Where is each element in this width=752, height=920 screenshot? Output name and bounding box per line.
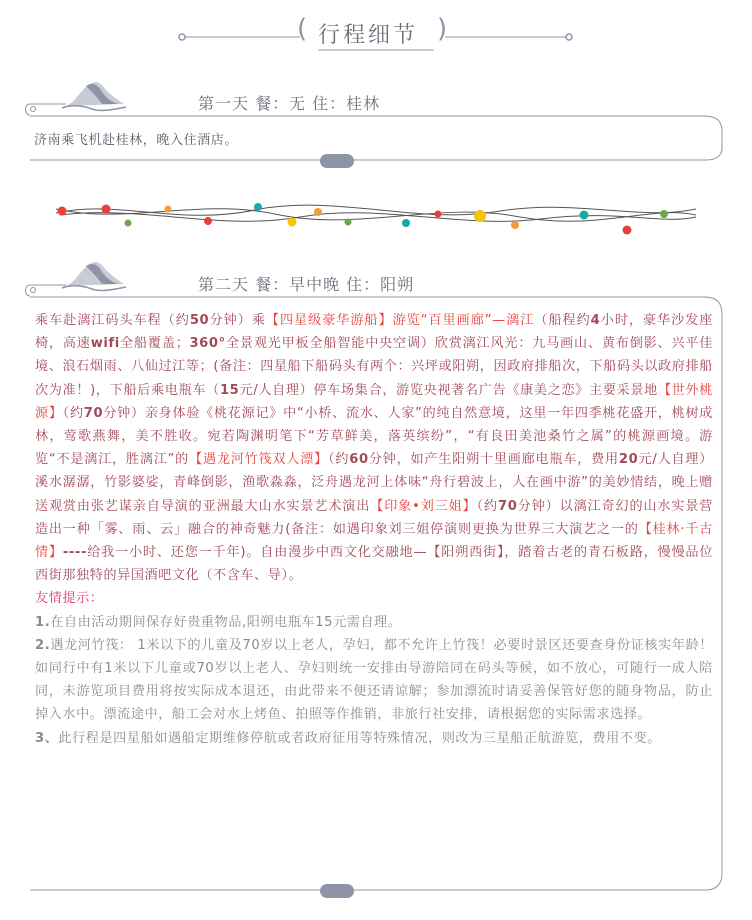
highlight-bamboo-raft: 【遇龙河竹筏双人漂】 [189,452,328,468]
tip-number: 1. [35,614,51,630]
tab-pill-icon [320,154,354,168]
text-segment: 乘车赴漓江码头车程（约 [35,313,190,328]
tip-item [35,727,713,750]
wavy-beads-divider [0,195,752,255]
text-number: 360° [189,336,226,352]
day1-title: 第一天 餐：无 住：桂林 [198,94,381,113]
tip-text: 遇龙河竹筏： 1米以下的儿童及70岁以上老人，孕妇，都不允许上竹筏！必要时景区还要查身份证核实年龄！如同行中有1米以下儿童或70岁以上老人、孕妇则统一安排由导游陪同在码头等候，如不放心，可随行一成人陪同，未游览项目费用将按实际成本退还，由此带来不便还请谅解；参加漂流时请妥善保管好您的随身物品，防止掉入水中。漂流途中，船工会对水上烤鱼、拍照等作推销，非旅行社安排，请根据您的实际需求选择。 [35,637,713,723]
mountain-cloud-icon [62,82,126,110]
mountain-cloud-icon [62,262,126,290]
tip-number: 2. [35,637,51,653]
text-number: 70 [83,405,104,421]
tab-pill-icon [320,884,354,898]
text-number: 4 [590,313,601,328]
text-number: 50 [189,313,210,328]
text-segment: 全景观光甲板全船智能中央空调）欣赏漓江风光：九马画山、黄布倒影、兴平佳境、浪石烟雨、八仙过江等；(备注：四星船下船码头有两个：兴坪或阳朔，因政府排船次，下船码头以政府排船次为准！)，下船后乘电瓶车（ [35,336,713,398]
text-dashes: ---- [62,545,87,561]
day2-title: 第二天 餐：早中晚 住：阳朔 [198,275,415,294]
text-segment: 分钟）亲身体验《桃花源记》中“小桥、流水、人家”的纯自然意境，这里一年四季桃花盛开，桃树成林，莺歌燕舞，美不胜收。宛若陶渊明笔下“芳草鲜美，落英缤纷”，“有良田美池桑竹之属”的桃源画境。游览“不是漓江，胜漓江”的 [35,405,713,468]
header-open-paren: ( [297,14,308,44]
text-segment: 给我一小时、还您一千年)。自由漫步中西文化交融地—【阳朔西街】，踏着古老的青石板路，慢慢品位西街那独特的异国酒吧文化（不含车、导）。 [35,545,714,584]
header-close-paren: ) [437,14,448,44]
text-segment: （约 [62,405,84,421]
text-number: 70 [498,498,518,514]
text-number: wifi [90,336,120,352]
text-segment: （约 [328,452,350,468]
tip-number: 3、 [35,730,59,746]
text-segment: （约 [476,498,499,514]
highlight-taoyuan: 【世外桃源】 [35,382,713,421]
text-segment: 分钟）以漓江奇幻的山水实景营造出一种「雾、雨、云」融合的神奇魅力(备注：如遇印象刘三姐停演则更换为世界三大演艺之一的 [35,498,713,537]
text-segment: 分钟）乘 [209,313,266,328]
page-title: 行程细节 [318,23,419,48]
highlight-impression-show: 【印象•刘三姐】 [370,498,477,514]
text-segment: 元/人自理）溪水潺潺，竹影婆娑，青峰倒影，渔歌淼淼，泛舟遇龙河上体味“舟行碧波上，人在画中游”的美妙情结，晚上赠送观赏由张艺谋亲自导演的亚洲最大山水实景艺术演出 [35,452,713,514]
text-segment: （船程约 [534,313,591,328]
highlight-cruise: 【四星级豪华游船】游览“百里画廊”—漓江 [265,313,535,328]
tip-item [35,611,713,634]
tip-text: 在自由活动期间保存好贵重物品,阳朔电瓶车15元需自理。 [50,614,402,630]
text-number: 60 [349,452,369,468]
text-number: 15 [219,382,240,398]
text-segment: 元/人自理）停车场集合，游览央视著名广告《康美之恋》主要采景地 [239,382,658,398]
day2-itinerary [35,309,713,750]
tip-text: 此行程是四星船如遇船定期维修停航或者政府征用等特殊情况，则改为三星船正航游览，费用不变。 [58,730,661,746]
tips-heading: 友情提示： [35,591,104,607]
text-segment: 小时，豪华沙发座椅，高速 [35,313,713,352]
tip-item [35,634,713,727]
text-segment: 分钟，如产生阳朔十里画廊电瓶车，费用 [368,452,619,468]
highlight-qiangu-show: 【桂林·千古情】 [35,521,713,561]
day1-text: 济南乘飞机赴桂林，晚入住酒店。 [34,133,239,148]
text-number: 20 [618,452,639,468]
page-header [0,0,752,70]
text-segment: 全船覆盖； [119,336,190,352]
